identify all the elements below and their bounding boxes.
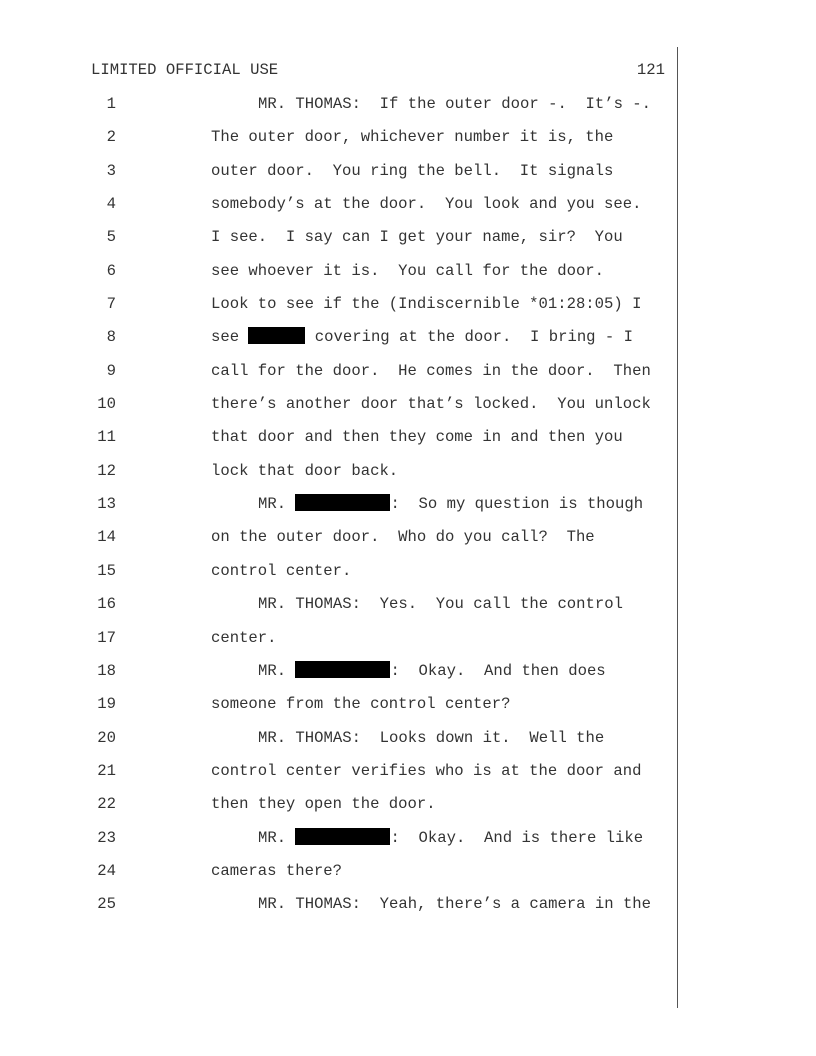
transcript-line: [0, 227, 680, 260]
line-number: 17: [97, 628, 116, 647]
line-number: 13: [97, 495, 116, 514]
line-text-after-redaction: covering at the door. I bring - I: [305, 328, 633, 347]
line-text: there’s another door that’s locked. You unlock: [211, 395, 651, 414]
line-number: 23: [97, 828, 116, 847]
transcript-body: [0, 94, 680, 928]
line-text: I see. I say can I get your name, sir? You: [211, 228, 623, 247]
line-number: 16: [97, 595, 116, 614]
header-classification: LIMITED OFFICIAL USE: [91, 61, 279, 79]
line-text: [258, 661, 606, 681]
transcript-line: [0, 828, 680, 861]
page-number: 121: [636, 61, 665, 79]
line-text: control center.: [211, 561, 352, 580]
transcript-line: [0, 728, 680, 761]
line-text-after-redaction: : Okay. And then does: [390, 661, 606, 680]
transcript-line: [0, 194, 680, 227]
line-number: 19: [97, 695, 116, 714]
line-number: 15: [97, 561, 116, 580]
transcript-line: [0, 161, 680, 194]
line-text: center.: [211, 628, 277, 647]
line-number: 1: [106, 95, 116, 113]
line-number: 3: [106, 161, 116, 180]
transcript-line: [0, 327, 680, 360]
line-number: 8: [106, 328, 116, 347]
line-number: 22: [97, 795, 116, 814]
line-text: [258, 494, 643, 514]
line-number: 25: [97, 895, 116, 914]
transcript-line: [0, 761, 680, 794]
line-text: that door and then they come in and then you: [211, 428, 623, 447]
transcript-line: [0, 94, 680, 127]
line-number: 7: [106, 295, 116, 314]
transcript-line: [0, 527, 680, 560]
line-number: 12: [97, 461, 116, 480]
line-text-before-redaction: MR.: [258, 661, 296, 680]
line-number: 9: [106, 361, 116, 380]
line-text: then they open the door.: [211, 795, 436, 814]
line-number: 24: [97, 861, 116, 880]
line-text: cameras there?: [211, 861, 343, 880]
transcript-line: [0, 628, 680, 661]
transcript-line: [0, 794, 680, 827]
line-text: MR. THOMAS: Looks down it. Well the: [258, 728, 605, 747]
transcript-line: [0, 427, 680, 460]
transcript-line: [0, 127, 680, 160]
transcript-line: [0, 361, 680, 394]
line-text: The outer door, whichever number it is, the: [211, 128, 614, 147]
transcript-line: [0, 661, 680, 694]
transcript-line: [0, 561, 680, 594]
line-text-after-redaction: : So my question is though: [390, 495, 644, 514]
transcript-line: [0, 894, 680, 927]
line-text: MR. THOMAS: If the outer door -. It’s -.: [258, 95, 652, 113]
line-text: Look to see if the (Indiscernible *01:28:05) I: [211, 295, 642, 314]
transcript-line: [0, 694, 680, 727]
redaction-bar: [248, 327, 305, 344]
line-number: 14: [97, 528, 116, 547]
line-text: someone from the control center?: [211, 695, 511, 714]
line-text: outer door. You ring the bell. It signals: [211, 161, 614, 180]
line-text: [258, 828, 643, 848]
transcript-line: [0, 294, 680, 327]
line-number: 2: [106, 128, 116, 147]
line-text: lock that door back.: [211, 461, 399, 480]
line-text-before-redaction: MR.: [258, 495, 296, 514]
line-text-before-redaction: MR.: [258, 828, 296, 847]
line-text: see whoever it is. You call for the door.: [211, 261, 605, 280]
transcript-line: [0, 594, 680, 627]
line-number: 10: [97, 395, 116, 414]
line-text-after-redaction: : Okay. And is there like: [390, 828, 644, 847]
line-text-before-redaction: see: [211, 328, 249, 347]
line-number: 18: [97, 661, 116, 680]
line-number: 6: [106, 261, 116, 280]
line-text: control center verifies who is at the door and: [211, 761, 642, 780]
line-text: on the outer door. Who do you call? The: [211, 528, 595, 547]
line-number: 20: [97, 728, 116, 747]
line-text: call for the door. He comes in the door. Then: [211, 361, 651, 380]
transcript-line: [0, 461, 680, 494]
line-text: MR. THOMAS: Yes. You call the control: [258, 595, 623, 614]
line-text: somebody’s at the door. You look and you see.: [211, 195, 642, 214]
line-number: 4: [106, 195, 116, 214]
line-number: 5: [106, 228, 116, 247]
line-number: 21: [97, 761, 116, 780]
redaction-bar: [295, 828, 390, 845]
transcript-line: [0, 861, 680, 894]
transcript-line: [0, 394, 680, 427]
transcript-line: [0, 261, 680, 294]
redaction-bar: [295, 661, 390, 678]
line-text: MR. THOMAS: Yeah, there’s a camera in the: [258, 895, 652, 914]
transcript-line: [0, 494, 680, 527]
redaction-bar: [295, 494, 390, 511]
line-text: [211, 327, 633, 347]
line-number: 11: [97, 428, 116, 447]
